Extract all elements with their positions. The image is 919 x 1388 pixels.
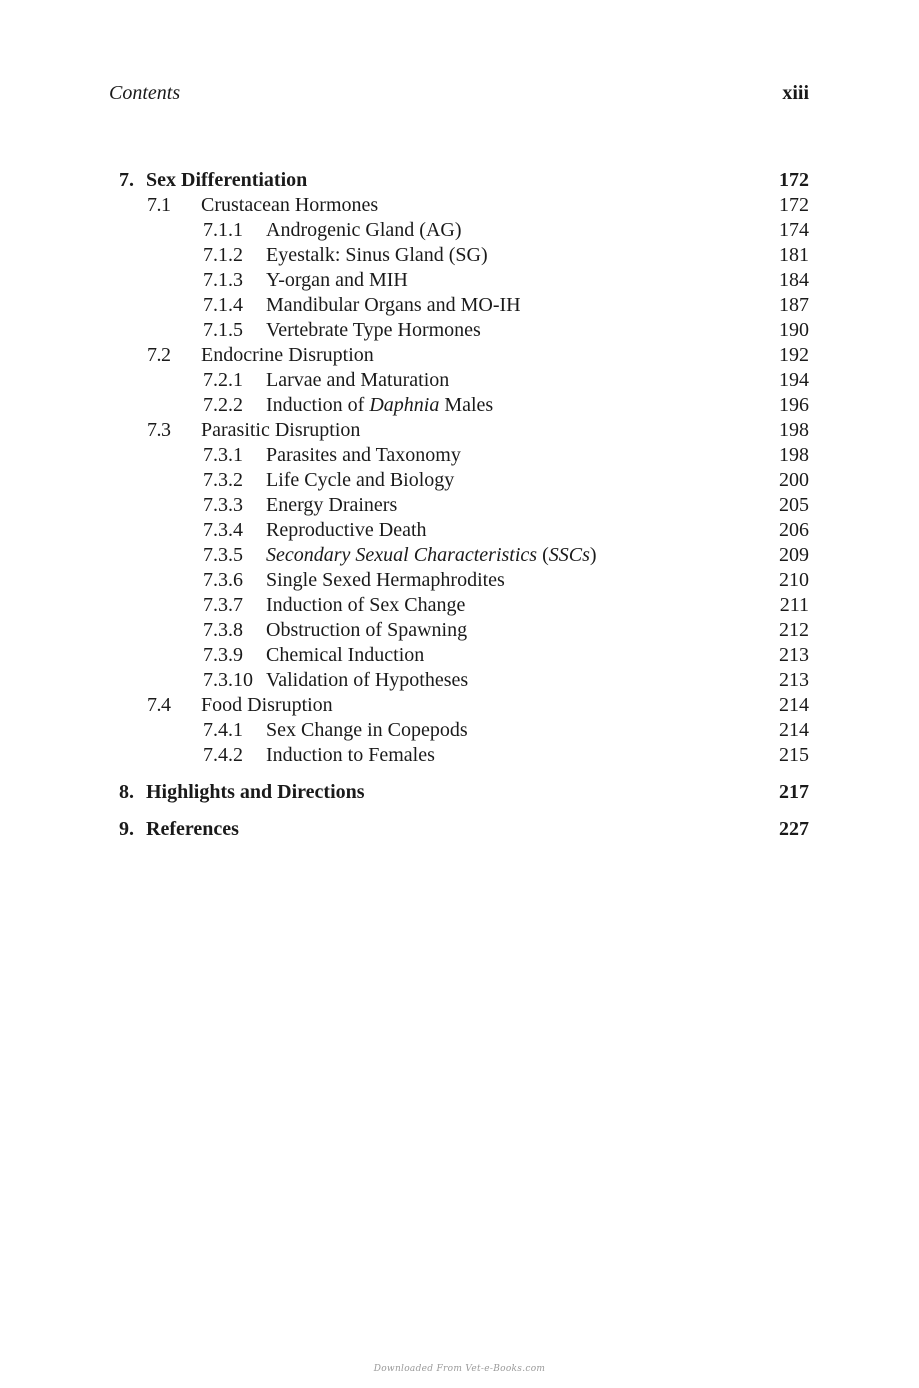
toc-title: Energy Drainers <box>266 494 398 516</box>
toc-subsection-7-4-2[interactable] <box>119 743 809 768</box>
toc-title: Induction to Females <box>266 744 435 766</box>
toc-title: Larvae and Maturation <box>266 369 450 391</box>
toc-number: 9. <box>119 818 134 840</box>
toc-section-7-1[interactable] <box>119 193 809 218</box>
toc-page: 213 <box>779 669 809 691</box>
toc-page: 211 <box>779 594 809 616</box>
toc-number: 7. <box>119 169 134 191</box>
toc-title-italic: SSCs <box>548 544 590 566</box>
toc-page: 215 <box>779 744 809 766</box>
toc-subsection-7-1-1[interactable] <box>119 218 809 243</box>
toc-chapter-7[interactable] <box>119 168 809 193</box>
toc-subsection-7-3-5[interactable] <box>119 543 809 568</box>
toc-subsection-7-3-7[interactable] <box>119 593 809 618</box>
toc-page: 210 <box>779 569 809 591</box>
toc-page: 212 <box>779 619 809 641</box>
toc-title: Mandibular Organs and MO-IH <box>266 294 521 316</box>
toc-number: 7.1.4 <box>203 294 243 316</box>
toc-number: 7.2 <box>147 344 171 366</box>
toc-title: Induction of Sex Change <box>266 594 466 616</box>
toc-title: Highlights and Directions <box>146 781 365 803</box>
toc-subsection-7-2-1[interactable] <box>119 368 809 393</box>
toc-chapter-8[interactable] <box>119 780 809 805</box>
toc-page: 214 <box>779 694 809 716</box>
toc-title: Single Sexed Hermaphrodites <box>266 569 505 591</box>
toc-number: 7.2.1 <box>203 369 243 391</box>
spacer <box>119 805 809 817</box>
toc-title-part: ) <box>589 544 597 566</box>
toc-number: 7.3.8 <box>203 619 243 641</box>
toc-subsection-7-4-1[interactable] <box>119 718 809 743</box>
toc-title: References <box>146 818 239 840</box>
toc-title: Y-organ and MIH <box>266 269 408 291</box>
toc-page: 209 <box>779 544 809 566</box>
toc-page: 187 <box>779 294 809 316</box>
toc-page: 198 <box>779 444 809 466</box>
toc-title: Sex Change in Copepods <box>266 719 468 741</box>
toc-subsection-7-3-9[interactable] <box>119 643 809 668</box>
toc-number: 7.1.5 <box>203 319 243 341</box>
toc-page: 184 <box>779 269 809 291</box>
toc-number: 7.1.2 <box>203 244 243 266</box>
toc-number: 7.4 <box>147 694 171 716</box>
toc-section-7-3[interactable] <box>119 418 809 443</box>
toc-subsection-7-3-10[interactable] <box>119 668 809 693</box>
toc-title: Reproductive Death <box>266 519 427 541</box>
toc-subsection-7-1-2[interactable] <box>119 243 809 268</box>
toc-subsection-7-3-3[interactable] <box>119 493 809 518</box>
toc-page: 194 <box>779 369 809 391</box>
toc-section-7-2[interactable] <box>119 343 809 368</box>
toc-subsection-7-1-3[interactable] <box>119 268 809 293</box>
toc-title: Vertebrate Type Hormones <box>266 319 481 341</box>
toc-title: Chemical Induction <box>266 644 425 666</box>
toc-title: Eyestalk: Sinus Gland (SG) <box>266 244 488 266</box>
toc-title <box>266 543 597 568</box>
toc-title <box>266 393 493 418</box>
toc-page: 192 <box>779 344 809 366</box>
spacer <box>119 768 809 780</box>
toc-number: 7.4.2 <box>203 744 243 766</box>
toc-subsection-7-3-8[interactable] <box>119 618 809 643</box>
toc-title-part: ( <box>537 544 549 566</box>
toc-title: Androgenic Gland (AG) <box>266 219 462 241</box>
toc-page: 217 <box>779 781 809 803</box>
toc-number: 7.3.10 <box>203 669 253 691</box>
toc-title-part: Induction of <box>266 394 370 416</box>
toc-subsection-7-3-6[interactable] <box>119 568 809 593</box>
toc-number: 7.3.7 <box>203 594 243 616</box>
toc-page: 172 <box>779 194 809 216</box>
toc-number: 7.3.6 <box>203 569 243 591</box>
toc-number: 7.3.3 <box>203 494 243 516</box>
toc-number: 7.2.2 <box>203 394 243 416</box>
toc-page: 214 <box>779 719 809 741</box>
download-watermark: Downloaded From Vet-e-Books.com <box>373 1364 546 1374</box>
toc-title: Parasites and Taxonomy <box>266 444 461 466</box>
toc-subsection-7-3-1[interactable] <box>119 443 809 468</box>
toc-page: 200 <box>779 469 809 491</box>
toc-number: 7.3.4 <box>203 519 243 541</box>
page-number: xiii <box>782 82 809 104</box>
toc-number: 7.3.9 <box>203 644 243 666</box>
toc-number: 7.1.3 <box>203 269 243 291</box>
toc-title-italic: Daphnia <box>369 394 440 416</box>
toc-title-italic: Secondary Sexual Characteristics <box>266 544 538 566</box>
toc-title: Sex Differentiation <box>146 169 308 191</box>
toc-page: 206 <box>779 519 809 541</box>
toc-page: 174 <box>779 219 809 241</box>
toc-number: 7.3.5 <box>203 544 243 566</box>
toc-number: 8. <box>119 781 134 803</box>
toc-title: Crustacean Hormones <box>201 194 379 216</box>
toc-page: 227 <box>779 818 809 840</box>
toc-page: 198 <box>779 419 809 441</box>
toc-title: Food Disruption <box>201 694 333 716</box>
toc-subsection-7-1-5[interactable] <box>119 318 809 343</box>
toc-title: Endocrine Disruption <box>201 344 374 366</box>
toc-page: 205 <box>779 494 809 516</box>
toc-title-part: Males <box>439 394 494 416</box>
toc-number: 7.3.2 <box>203 469 243 491</box>
toc-title: Validation of Hypotheses <box>266 669 469 691</box>
toc-number: 7.3 <box>147 419 171 441</box>
toc-title: Life Cycle and Biology <box>266 469 455 491</box>
toc-number: 7.1.1 <box>203 219 243 241</box>
toc-page: 172 <box>779 169 809 191</box>
table-of-contents <box>119 168 809 842</box>
toc-page: 196 <box>779 394 809 416</box>
toc-title: Parasitic Disruption <box>201 419 361 441</box>
toc-subsection-7-2-2[interactable] <box>119 393 809 418</box>
toc-number: 7.3.1 <box>203 444 243 466</box>
toc-chapter-9[interactable] <box>119 817 809 842</box>
toc-subsection-7-3-2[interactable] <box>119 468 809 493</box>
toc-number: 7.4.1 <box>203 719 243 741</box>
toc-page: 181 <box>779 244 809 266</box>
toc-title: Obstruction of Spawning <box>266 619 468 641</box>
running-head-title: Contents <box>109 82 181 104</box>
toc-page: 190 <box>779 319 809 341</box>
running-head <box>109 82 809 110</box>
toc-subsection-7-3-4[interactable] <box>119 518 809 543</box>
toc-subsection-7-1-4[interactable] <box>119 293 809 318</box>
toc-section-7-4[interactable] <box>119 693 809 718</box>
toc-page: 213 <box>779 644 809 666</box>
toc-number: 7.1 <box>147 194 171 216</box>
